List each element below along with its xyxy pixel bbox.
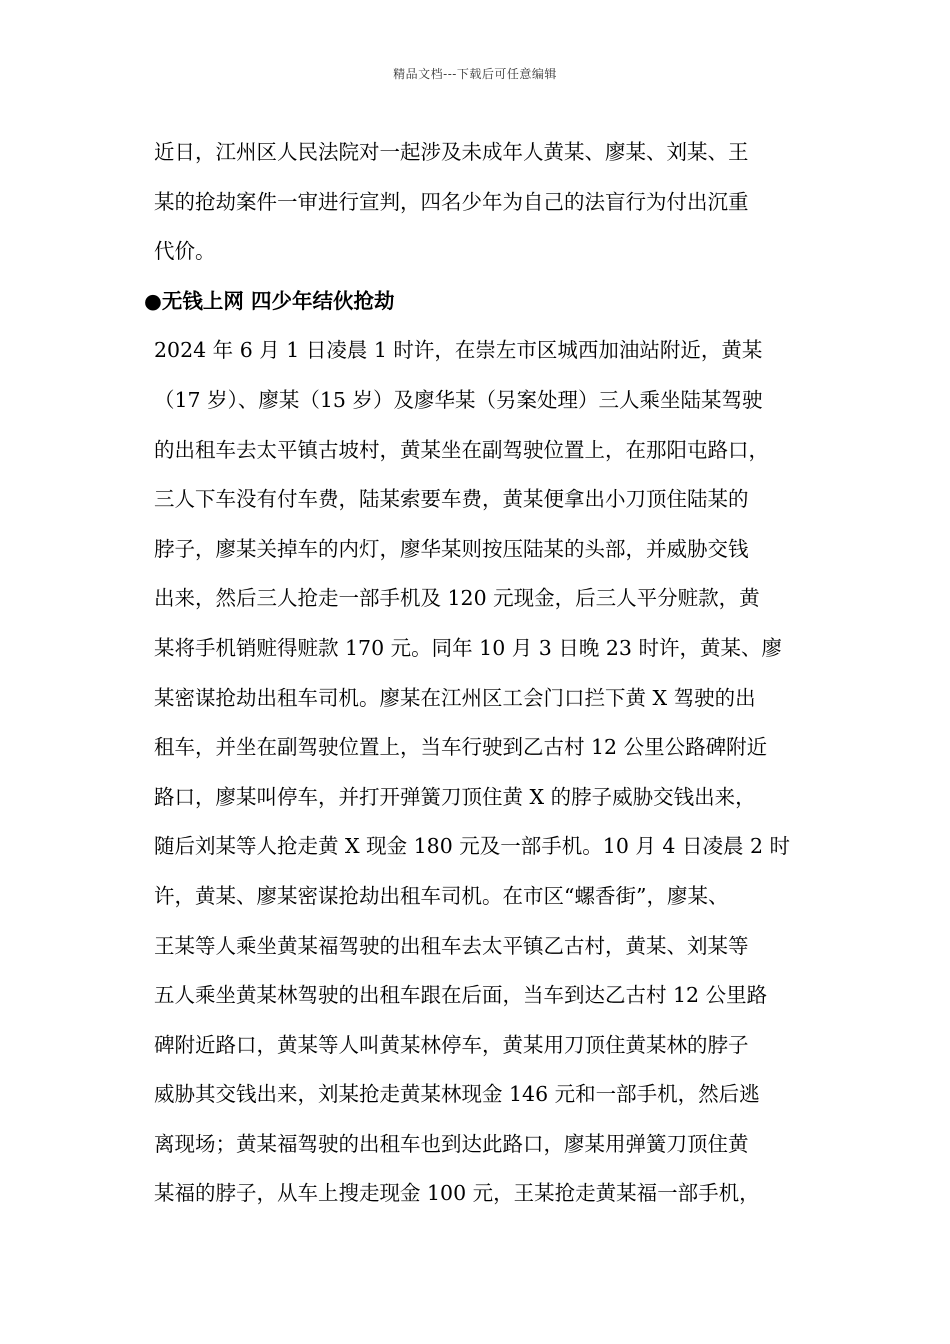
text-line: 某的抢劫案件一审进行宣判，四名少年为自己的法盲行为付出沉重 [154, 189, 749, 214]
text-line: 碑附近路口，黄某等人叫黄某林停车，黄某用刀顶住黄某林的脖子 [154, 1032, 749, 1057]
text-line: 离现场；黄某福驾驶的出租车也到达此路口，廖某用弹簧刀顶住黄 [154, 1131, 749, 1156]
text-line: 租车，并坐在副驾驶位置上，当车行驶到乙古村 12 公里公路碑附近 [154, 735, 768, 760]
text-line: 王某等人乘坐黄某福驾驶的出租车去太平镇乙古村，黄某、刘某等 [154, 933, 749, 958]
text-line: 代价。 [154, 239, 216, 264]
text-line: 脖子，廖某关掉车的内灯，廖华某则按压陆某的头部，并威胁交钱 [154, 536, 749, 561]
document-body [144, 128, 804, 1219]
text-line: 路口，廖某叫停车，并打开弹簧刀顶住黄 X 的脖子威胁交钱出来， [154, 784, 756, 809]
text-line: 某福的脖子，从车上搜走现金 100 元，王某抢走黄某福一部手机， [154, 1181, 760, 1206]
text-line: 三人下车没有付车费，陆某索要车费，黄某便拿出小刀顶住陆某的 [154, 487, 749, 512]
text-line: 威胁其交钱出来，刘某抢走黄某林现金 146 元和一部手机，然后逃 [154, 1082, 760, 1107]
paragraph-case-details [144, 326, 804, 1219]
text-line: 五人乘坐黄某林驾驶的出租车跟在后面，当车到达乙古村 12 公里路 [154, 983, 768, 1008]
text-line: 某密谋抢劫出租车司机。廖某在江州区工会门口拦下黄 X 驾驶的出 [154, 685, 756, 710]
paragraph-intro [144, 128, 804, 277]
text-line: 2024 年 6 月 1 日凌晨 1 时许，在崇左市区城西加油站附近，黄某 [154, 338, 763, 363]
page-header: 精品文档---下载后可任意编辑 [393, 67, 557, 81]
text-line: 的出租车去太平镇古坡村，黄某坐在副驾驶位置上，在那阳屯路口， [154, 437, 769, 462]
text-line: 某将手机销赃得赃款 170 元。同年 10 月 3 日晚 23 时许，黄某、廖 [154, 635, 782, 660]
text-line: 随后刘某等人抢走黄 X 现金 180 元及一部手机。10 月 4 日凌晨 2 时 [154, 834, 791, 859]
text-line: 近日，江州区人民法院对一起涉及未成年人黄某、廖某、刘某、王 [154, 140, 749, 164]
text-line: 许，黄某、廖某密谋抢劫出租车司机。在市区“螺香街”，廖某、 [154, 883, 729, 908]
section-heading: ●无钱上网 四少年结伙抢劫 [144, 288, 395, 313]
text-line: 出来，然后三人抢走一部手机及 120 元现金，后三人平分赃款，黄 [154, 586, 760, 611]
text-line: （17 岁）、廖某（15 岁）及廖华某（另案处理）三人乘坐陆某驾驶 [154, 387, 763, 412]
